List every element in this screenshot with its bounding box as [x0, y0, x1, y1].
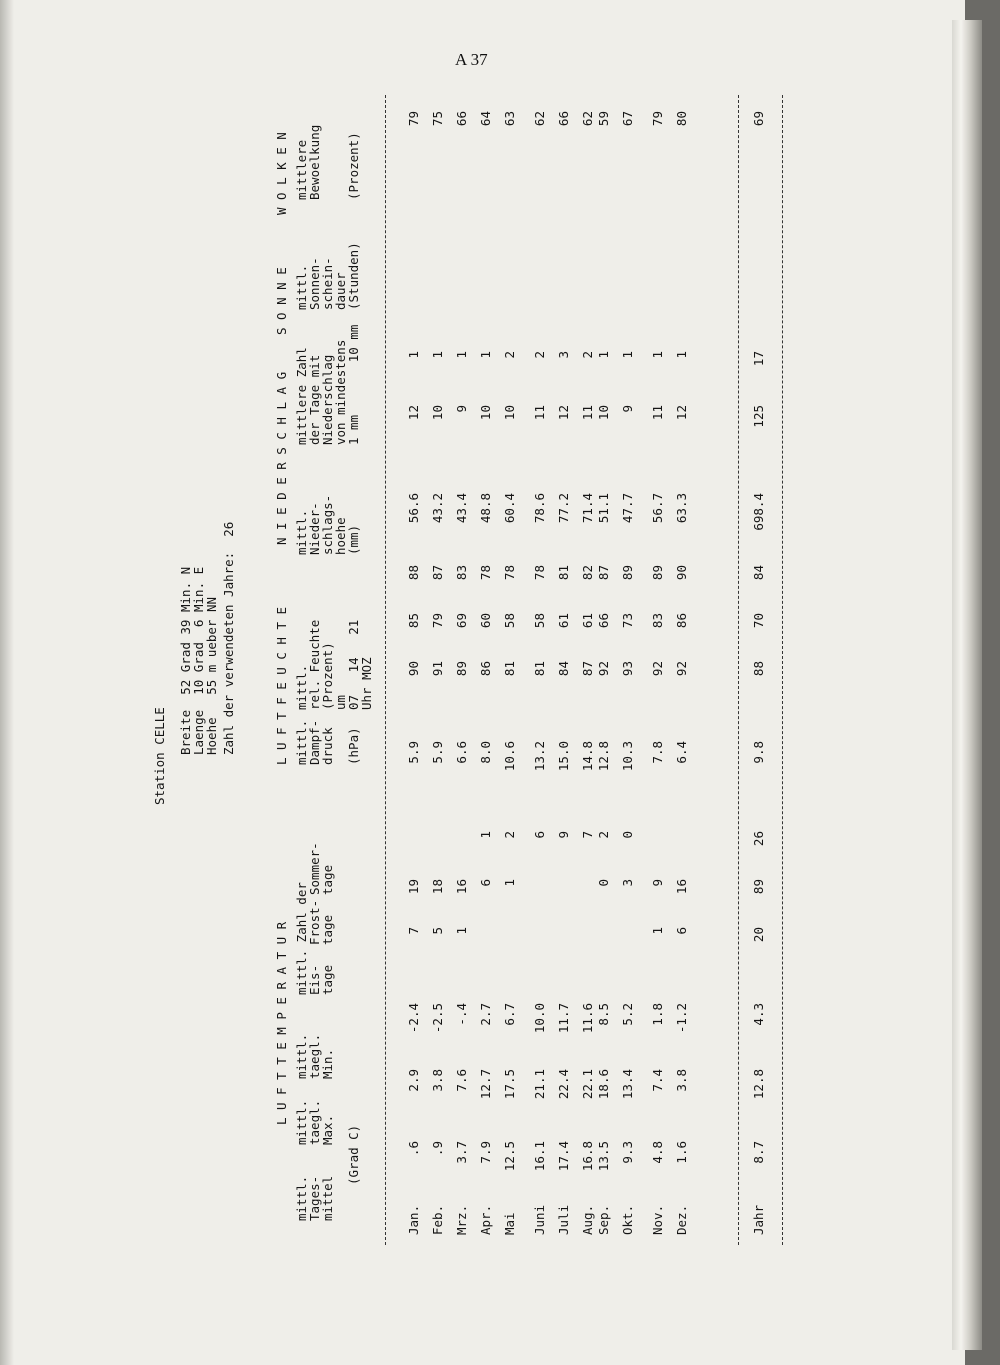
- table-cell: 13.4: [620, 1069, 635, 1100]
- table-row: [597, 95, 611, 1245]
- table-cell: 6: [478, 879, 493, 887]
- table-cell: 77.2: [556, 493, 571, 524]
- header-c7-line: druck: [320, 727, 335, 765]
- row-label: Aug.: [580, 1204, 595, 1235]
- table-cell: 7.6: [454, 1069, 469, 1092]
- header-c3-line: Min.: [320, 1048, 335, 1079]
- table-cell: 12.7: [478, 1069, 493, 1100]
- header-grad-c: (Grad C): [346, 1124, 361, 1185]
- page-number: A 37: [455, 50, 488, 69]
- header-c14-line: schein-: [320, 257, 335, 310]
- table-cell: 1: [478, 351, 493, 359]
- table-row: [533, 95, 547, 1245]
- table-cell: 6.7: [502, 1003, 517, 1026]
- header-c12-line: von mindestens: [333, 339, 348, 445]
- station-title: Station CELLE: [152, 707, 167, 805]
- table-cell: 9: [454, 405, 469, 413]
- table-cell: 18.6: [596, 1069, 611, 1100]
- table-cell: -2.4: [406, 1003, 421, 1034]
- table-cell: 66: [454, 111, 469, 127]
- table-cell: 51.1: [596, 493, 611, 524]
- table-cell: 1.6: [674, 1141, 689, 1164]
- row-label: Okt.: [620, 1204, 635, 1235]
- table-cell: 12.5: [502, 1141, 517, 1172]
- header-c11-line: Nieder-: [307, 502, 322, 555]
- table-cell: 14.8: [580, 741, 595, 772]
- station-laenge: Laenge 10 Grad 6 Min. E: [191, 566, 206, 755]
- header-c7-line: (hPa): [346, 727, 361, 765]
- table-row: [455, 95, 469, 1245]
- header-c11-line: schlags-: [320, 494, 335, 555]
- table-cell: 10.3: [620, 741, 635, 772]
- table-cell: 5: [430, 927, 445, 935]
- header-c15-line: mittlere: [294, 139, 309, 200]
- header-c8-line: Uhr MOZ: [359, 657, 374, 710]
- table-cell: 1: [502, 879, 517, 887]
- group-wolken: W O L K E N: [274, 132, 289, 215]
- group-luftfeuchte: L U F T F E U C H T E: [274, 606, 289, 765]
- table-cell: 11: [532, 405, 547, 421]
- table-cell: 13.2: [532, 741, 547, 772]
- row-label: Juli: [556, 1204, 571, 1235]
- table-cell: 9: [556, 831, 571, 839]
- table-cell: 93: [620, 661, 635, 677]
- table-cell: 92: [650, 661, 665, 677]
- header-c4-line: Eis-: [307, 964, 322, 995]
- table-cell: 6: [674, 927, 689, 935]
- table-row: [581, 95, 595, 1245]
- header-c4-line: tage: [320, 964, 335, 995]
- table-cell: 8.5: [596, 1003, 611, 1026]
- year-divider: [738, 95, 739, 1245]
- table-cell: 1: [674, 351, 689, 359]
- table-cell: 0: [620, 831, 635, 839]
- table-cell: 91: [430, 661, 445, 677]
- table-cell: 71.4: [580, 493, 595, 524]
- table-cell: 9: [620, 405, 635, 413]
- group-niederschlag: N I E D E R S C H L A G: [274, 371, 289, 545]
- table-cell: 81: [556, 565, 571, 581]
- table-cell: 26: [751, 831, 766, 847]
- table-cell: 78: [502, 565, 517, 581]
- book-page-edges: [952, 20, 982, 1350]
- table-cell: 13.5: [596, 1141, 611, 1172]
- table-cell: 3: [556, 351, 571, 359]
- table-row: [407, 95, 421, 1245]
- table-cell: 1: [430, 351, 445, 359]
- header-c1-line: Tages-: [307, 1175, 322, 1221]
- table-cell: 1: [650, 927, 665, 935]
- table-cell: 3.8: [430, 1069, 445, 1092]
- table-cell: 85: [406, 613, 421, 629]
- table-cell: 69: [751, 111, 766, 127]
- table-cell: 47.7: [620, 493, 635, 524]
- header-c8-line: mittl.: [294, 664, 309, 710]
- table-cell: 7.4: [650, 1069, 665, 1092]
- header-c12-line: mittlere Zahl: [294, 347, 309, 445]
- table-cell: 15.0: [556, 741, 571, 772]
- table-cell: 4.8: [650, 1141, 665, 1164]
- table-cell: 1: [454, 927, 469, 935]
- table-cell: 61: [556, 613, 571, 629]
- table-cell: 66: [596, 613, 611, 629]
- header-c5-line: Frost-: [307, 899, 322, 945]
- table-cell: 83: [454, 565, 469, 581]
- table-cell: 87: [596, 565, 611, 581]
- table-cell: 1: [620, 351, 635, 359]
- table-cell: 11: [580, 405, 595, 421]
- table-cell: 5.9: [406, 741, 421, 764]
- row-label: Apr.: [478, 1204, 493, 1235]
- table-row: [479, 95, 493, 1245]
- table-cell: 17.5: [502, 1069, 517, 1100]
- table-cell: 12: [556, 405, 571, 421]
- header-c6-line: tage: [320, 864, 335, 895]
- page-fold-shadow: [0, 0, 14, 1365]
- table-cell: 6.4: [674, 741, 689, 764]
- table-cell: 70: [751, 613, 766, 629]
- row-label: Dez.: [674, 1204, 689, 1235]
- table-cell: 2: [596, 831, 611, 839]
- table-cell: 9.8: [751, 741, 766, 764]
- table-cell: 81: [502, 661, 517, 677]
- table-cell: -2.5: [430, 1003, 445, 1034]
- table-cell: 86: [478, 661, 493, 677]
- table-row: [651, 95, 665, 1245]
- header-c1-line: mittl.: [294, 1175, 309, 1221]
- table-cell: 12.8: [751, 1069, 766, 1100]
- table-cell: 22.4: [556, 1069, 571, 1100]
- table-cell: 2: [532, 351, 547, 359]
- table-cell: 89: [751, 879, 766, 895]
- table-cell: 90: [406, 661, 421, 677]
- table-cell: 1: [650, 351, 665, 359]
- table-cell: 12: [674, 405, 689, 421]
- table-cell: 75: [430, 111, 445, 127]
- station-years: Zahl der verwendeten Jahre: 26: [221, 521, 236, 755]
- table-cell: 89: [620, 565, 635, 581]
- table-row: [752, 95, 766, 1245]
- table-cell: 10.6: [502, 741, 517, 772]
- table-cell: 2: [502, 831, 517, 839]
- table-cell: 61: [580, 613, 595, 629]
- header-c3-line: mittl.: [294, 1033, 309, 1079]
- table-cell: 58: [502, 613, 517, 629]
- table-cell: 43.2: [430, 493, 445, 524]
- table-cell: 19: [406, 879, 421, 895]
- table-cell: 7: [580, 831, 595, 839]
- row-label: Nov.: [650, 1204, 665, 1235]
- header-c14-line: dauer: [333, 272, 348, 310]
- table-row: [431, 95, 445, 1245]
- table-cell: 12.8: [596, 741, 611, 772]
- header-c8-line: (Prozent): [320, 642, 335, 710]
- table-cell: 2.9: [406, 1069, 421, 1092]
- table-cell: 2.7: [478, 1003, 493, 1026]
- table-cell: 84: [556, 661, 571, 677]
- table-cell: 1: [596, 351, 611, 359]
- table-cell: 89: [454, 661, 469, 677]
- table-cell: 56.6: [406, 493, 421, 524]
- table-row: [503, 95, 517, 1245]
- table-cell: 17.4: [556, 1141, 571, 1172]
- group-lufttemperatur: L U F T T E M P E R A T U R: [274, 921, 289, 1125]
- table-cell: 698.4: [751, 493, 766, 531]
- table-cell: 48.8: [478, 493, 493, 524]
- table-cell: 3: [620, 879, 635, 887]
- table-cell: 22.1: [580, 1069, 595, 1100]
- table-cell: 9: [650, 879, 665, 887]
- table-row: [675, 95, 689, 1245]
- row-label: Mrz.: [454, 1204, 469, 1235]
- header-c2-line: Max.: [320, 1114, 335, 1145]
- row-label: Jahr: [751, 1204, 766, 1235]
- table-cell: 16: [674, 879, 689, 895]
- table-cell: 3.8: [674, 1069, 689, 1092]
- table-row: [621, 95, 635, 1245]
- header-c11-line: hoehe: [333, 517, 348, 555]
- header-c14-line: Sonnen-: [307, 257, 322, 310]
- header-c3-line: taegl.: [307, 1033, 322, 1079]
- table-cell: 1: [454, 351, 469, 359]
- table-cell: 3.7: [454, 1141, 469, 1164]
- table-cell: 11.7: [556, 1003, 571, 1034]
- table-cell: 6: [532, 831, 547, 839]
- table-cell: 8.0: [478, 741, 493, 764]
- table-cell: 58: [532, 613, 547, 629]
- table-cell: 21.1: [532, 1069, 547, 1100]
- header-c7-line: Dampf-: [307, 719, 322, 765]
- table-cell: 10: [430, 405, 445, 421]
- header-divider: [385, 95, 386, 1245]
- table-cell: 60.4: [502, 493, 517, 524]
- table-cell: 4.3: [751, 1003, 766, 1026]
- table-cell: 82: [580, 565, 595, 581]
- row-label: Feb.: [430, 1204, 445, 1235]
- header-c11-line: mittl.: [294, 509, 309, 555]
- header-c2-line: taegl.: [307, 1099, 322, 1145]
- table-cell: .6: [406, 1141, 421, 1157]
- table-cell: 83: [650, 613, 665, 629]
- row-label: Jan.: [406, 1204, 421, 1235]
- group-sonne: S O N N E: [274, 267, 289, 335]
- table-cell: 8.7: [751, 1141, 766, 1164]
- table-cell: 69: [454, 613, 469, 629]
- row-label: Sep.: [596, 1204, 611, 1235]
- climate-table: [145, 95, 785, 1245]
- table-cell: 43.4: [454, 493, 469, 524]
- table-cell: 73: [620, 613, 635, 629]
- table-cell: 125: [751, 405, 766, 428]
- table-cell: 78.6: [532, 493, 547, 524]
- table-cell: 87: [430, 565, 445, 581]
- table-cell: 86: [674, 613, 689, 629]
- table-cell: 87: [580, 661, 595, 677]
- table-cell: 5.9: [430, 741, 445, 764]
- row-label: Juni: [532, 1204, 547, 1235]
- table-cell: 2: [580, 351, 595, 359]
- table-cell: 11.6: [580, 1003, 595, 1034]
- table-cell: 92: [596, 661, 611, 677]
- table-cell: 16.1: [532, 1141, 547, 1172]
- table-cell: 7.8: [650, 741, 665, 764]
- table-cell: 81: [532, 661, 547, 677]
- table-cell: 89: [650, 565, 665, 581]
- table-cell: 17: [751, 351, 766, 367]
- table-cell: 90: [674, 565, 689, 581]
- table-cell: 2: [502, 351, 517, 359]
- table-cell: 6.6: [454, 741, 469, 764]
- header-c15-line: Bewoelkung: [307, 124, 322, 200]
- table-row: [557, 95, 571, 1245]
- header-c11-line: (mm): [346, 524, 361, 555]
- table-cell: 60: [478, 613, 493, 629]
- table-cell: 56.7: [650, 493, 665, 524]
- header-c7-line: mittl.: [294, 719, 309, 765]
- table-cell: 92: [674, 661, 689, 677]
- table-cell: 66: [556, 111, 571, 127]
- header-c14-line: (Stunden): [346, 242, 361, 310]
- table-cell: 84: [751, 565, 766, 581]
- table-cell: 64: [478, 111, 493, 127]
- header-c2-line: mittl.: [294, 1099, 309, 1145]
- header-c8-line: um: [333, 694, 348, 710]
- table-cell: 63: [502, 111, 517, 127]
- header-c1-line: mittel: [320, 1175, 335, 1221]
- header-c14-line: mittl.: [294, 264, 309, 310]
- table-cell: 10: [478, 405, 493, 421]
- bottom-divider: [782, 95, 783, 1245]
- header-c8-line: rel. Feuchte: [307, 619, 322, 710]
- table-cell: 80: [674, 111, 689, 127]
- table-cell: 5.2: [620, 1003, 635, 1026]
- table-cell: 78: [532, 565, 547, 581]
- table-cell: 62: [580, 111, 595, 127]
- header-c12-line: 1 mm 10 mm: [346, 324, 361, 445]
- table-cell: 16: [454, 879, 469, 895]
- table-cell: 7.9: [478, 1141, 493, 1164]
- header-c8-line: 07 14 21: [346, 619, 361, 710]
- table-cell: 10: [502, 405, 517, 421]
- table-cell: 18: [430, 879, 445, 895]
- table-cell: 63.3: [674, 493, 689, 524]
- table-cell: 79: [406, 111, 421, 127]
- table-cell: 7: [406, 927, 421, 935]
- table-cell: -.4: [454, 1003, 469, 1026]
- table-cell: 88: [751, 661, 766, 677]
- table-cell: 1: [406, 351, 421, 359]
- table-cell: 67: [620, 111, 635, 127]
- table-cell: 1: [478, 831, 493, 839]
- row-label: Mai: [502, 1212, 517, 1235]
- table-cell: 10: [596, 405, 611, 421]
- header-c12-line: der Tage mit: [307, 354, 322, 445]
- table-cell: 20: [751, 927, 766, 943]
- table-cell: 79: [650, 111, 665, 127]
- table-cell: 59: [596, 111, 611, 127]
- table-cell: 1.8: [650, 1003, 665, 1026]
- table-cell: 79: [430, 613, 445, 629]
- table-cell: 88: [406, 565, 421, 581]
- table-cell: -1.2: [674, 1003, 689, 1034]
- table-cell: 10.0: [532, 1003, 547, 1034]
- header-c5-line: tage: [320, 914, 335, 945]
- table-cell: 78: [478, 565, 493, 581]
- header-zahl-der: mittl. Zahl der: [294, 882, 309, 995]
- header-c6-line: Sommer-: [307, 842, 322, 895]
- table-cell: 16.8: [580, 1141, 595, 1172]
- table-cell: .9: [430, 1141, 445, 1157]
- header-c12-line: Niederschlag: [320, 354, 335, 445]
- header-c15-line: (Prozent): [346, 132, 361, 200]
- table-cell: 0: [596, 879, 611, 887]
- table-cell: 62: [532, 111, 547, 127]
- table-cell: 11: [650, 405, 665, 421]
- station-hoehe: Hoehe 55 m ueber NN: [204, 596, 219, 755]
- table-cell: 12: [406, 405, 421, 421]
- table-cell: 9.3: [620, 1141, 635, 1164]
- station-breite: Breite 52 Grad 39 Min. N: [178, 566, 193, 755]
